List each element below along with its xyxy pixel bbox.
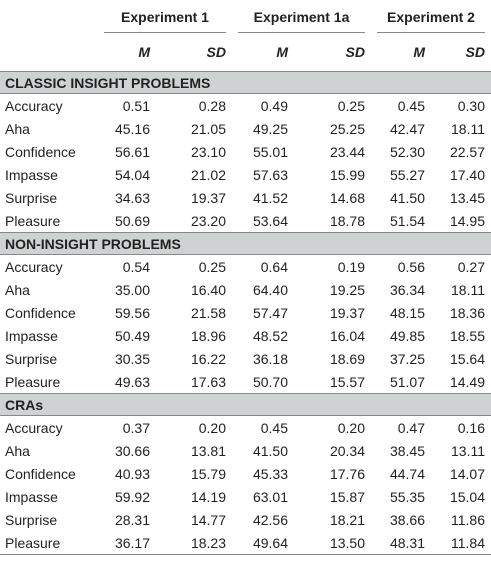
row-label: Surprise [5,189,58,206]
table-body [0,72,491,555]
row-label: Pleasure [0,531,98,555]
sd-header: SD [439,33,491,72]
table-row [0,508,491,531]
table-row [0,462,491,485]
experiment-1-header: Experiment 1 [98,0,232,33]
row-label: Impasse [5,488,58,505]
sd-cell: 16.40 [190,281,226,298]
mean-cell: 57.47 [252,304,288,321]
mean-cell: 36.34 [389,281,425,298]
mean-cell: 0.51 [122,97,150,114]
mean-cell: 55.27 [389,166,425,183]
mean-cell: 49.63 [114,373,150,390]
table-row [0,94,491,118]
empty-corner-cell [0,0,98,33]
row-label: Confidence [5,304,76,321]
mean-cell: 64.40 [252,281,288,298]
table-row [0,163,491,186]
sd-cell: 21.02 [190,166,226,183]
mean-cell: 49.25 [252,120,288,137]
sd-cell: 18.69 [329,350,365,367]
sd-cell: 15.04 [449,488,485,505]
mean-cell: 48.15 [389,304,425,321]
sd-cell: 16.22 [190,350,226,367]
section-header-row [0,72,491,94]
sd-cell: 21.58 [190,304,226,321]
table-row [0,439,491,462]
table-row [0,140,491,163]
sd-cell: 0.28 [198,97,226,114]
m-header: M [371,33,439,72]
sd-cell: 18.55 [449,327,485,344]
row-label: Confidence [5,465,76,482]
table-row [0,485,491,508]
sd-cell: 17.40 [449,166,485,183]
mean-cell: 0.54 [122,258,150,275]
row-label: Accuracy [5,419,63,436]
table-row [0,255,491,279]
sd-cell: 23.10 [190,143,226,160]
experiment-2-header: Experiment 2 [371,0,491,33]
mean-cell: 55.01 [252,143,288,160]
row-label: Confidence [5,143,76,160]
sd-cell: 18.11 [451,120,485,137]
mean-cell: 0.45 [260,419,288,436]
experiment-1a-header: Experiment 1a [232,0,371,33]
row-label: Pleasure [5,212,61,229]
sd-header: SD [164,33,232,72]
sd-cell: 0.19 [337,258,365,275]
sd-cell: 15.79 [190,465,226,482]
mean-cell: 37.25 [389,350,425,367]
row-label: Aha [5,281,30,298]
m-header: M [98,33,164,72]
sd-cell: 13.81 [190,442,226,459]
sd-cell: 18.23 [164,531,232,555]
table-row [0,324,491,347]
sd-cell: 0.25 [337,97,365,114]
mean-cell: 41.50 [252,442,288,459]
row-label: Aha [5,120,30,137]
sd-cell: 0.20 [337,419,365,436]
table-row [0,186,491,209]
mean-cell: 54.04 [114,166,150,183]
sd-header: SD [302,33,371,72]
sd-cell: 18.21 [329,511,365,528]
table-row [0,117,491,140]
sd-cell: 19.37 [329,304,365,321]
stat-header-row [0,33,491,72]
sd-cell: 15.64 [449,350,485,367]
mean-cell: 53.64 [252,212,288,229]
mean-cell: 41.52 [252,189,288,206]
mean-cell: 63.01 [252,488,288,505]
section-header-row [0,233,491,255]
m-header: M [232,33,302,72]
mean-cell: 35.00 [114,281,150,298]
mean-cell: 42.56 [252,511,288,528]
mean-cell: 30.35 [114,350,150,367]
mean-cell: 50.49 [114,327,150,344]
table-header [0,0,491,72]
sd-cell: 14.95 [449,212,485,229]
mean-cell: 0.45 [397,97,425,114]
sd-cell: 11.84 [439,531,491,555]
mean-cell: 45.33 [252,465,288,482]
mean-cell: 40.93 [114,465,150,482]
mean-cell: 41.50 [389,189,425,206]
sd-cell: 25.25 [329,120,365,137]
table-row [0,209,491,233]
row-label: Surprise [5,511,58,528]
table-row [0,531,491,555]
sd-cell: 13.45 [449,189,485,206]
mean-cell: 30.66 [114,442,150,459]
sd-cell: 19.37 [190,189,226,206]
table-row [0,347,491,370]
sd-cell: 0.16 [457,419,485,436]
mean-cell: 0.47 [397,419,425,436]
mean-cell: 38.45 [389,442,425,459]
sd-cell: 15.99 [329,166,365,183]
sd-cell: 18.36 [449,304,485,321]
sd-cell: 13.50 [302,531,371,555]
mean-cell: 55.35 [389,488,425,505]
mean-cell: 45.16 [114,120,150,137]
mean-cell: 44.74 [389,465,425,482]
sd-cell: 23.20 [190,212,226,229]
empty-stat-cell [0,33,98,72]
sd-cell: 0.27 [457,258,485,275]
sd-cell: 14.49 [449,373,485,390]
sd-cell: 20.34 [329,442,365,459]
mean-cell: 49.85 [389,327,425,344]
sd-cell: 14.68 [329,189,365,206]
row-label: Impasse [5,166,58,183]
mean-cell: 0.37 [122,419,150,436]
mean-cell: 59.56 [114,304,150,321]
sd-cell: 19.25 [329,281,365,298]
table-row [0,370,491,394]
sd-cell: 14.77 [190,511,226,528]
mean-cell: 38.66 [389,511,425,528]
row-label: Aha [5,442,30,459]
sd-cell: 18.78 [329,212,365,229]
sd-cell: 23.44 [329,143,365,160]
mean-cell: 48.52 [252,327,288,344]
mean-cell: 48.31 [371,531,439,555]
section-title: CLASSIC INSIGHT PROBLEMS [0,72,491,94]
mean-cell: 52.30 [389,143,425,160]
sd-cell: 17.76 [329,465,365,482]
mean-cell: 51.54 [389,212,425,229]
row-label: Impasse [5,327,58,344]
section-title: NON-INSIGHT PROBLEMS [0,233,491,255]
row-label: Accuracy [5,258,63,275]
sd-cell: 14.19 [190,488,226,505]
section-title: CRAs [0,394,491,416]
table-row [0,416,491,440]
mean-cell: 59.92 [114,488,150,505]
sd-cell: 21.05 [190,120,226,137]
mean-cell: 34.63 [114,189,150,206]
mean-cell: 36.18 [252,350,288,367]
mean-cell: 56.61 [114,143,150,160]
section-header-row [0,394,491,416]
sd-cell: 0.20 [198,419,226,436]
mean-cell: 0.49 [260,97,288,114]
mean-cell: 0.56 [397,258,425,275]
sd-cell: 18.96 [190,327,226,344]
mean-cell: 51.07 [389,373,425,390]
table-row [0,278,491,301]
mean-cell: 36.17 [98,531,164,555]
sd-cell: 16.04 [329,327,365,344]
sd-cell: 22.57 [449,143,485,160]
sd-cell: 11.86 [451,511,485,528]
sd-cell: 17.63 [190,373,226,390]
row-label: Accuracy [5,97,63,114]
sd-cell: 15.57 [329,373,365,390]
mean-cell: 50.69 [114,212,150,229]
sd-cell: 13.11 [451,442,485,459]
table-row [0,301,491,324]
sd-cell: 15.87 [329,488,365,505]
row-label: Surprise [5,350,58,367]
experiment-header-row [0,0,491,33]
sd-cell: 0.25 [198,258,226,275]
mean-cell: 57.63 [252,166,288,183]
mean-cell: 50.70 [252,373,288,390]
mean-cell: 0.64 [260,258,288,275]
sd-cell: 14.07 [449,465,485,482]
mean-cell: 49.64 [232,531,302,555]
sd-cell: 0.30 [457,97,485,114]
row-label: Pleasure [5,373,61,390]
sd-cell: 18.11 [451,281,485,298]
mean-cell: 28.31 [114,511,150,528]
mean-cell: 42.47 [389,120,425,137]
